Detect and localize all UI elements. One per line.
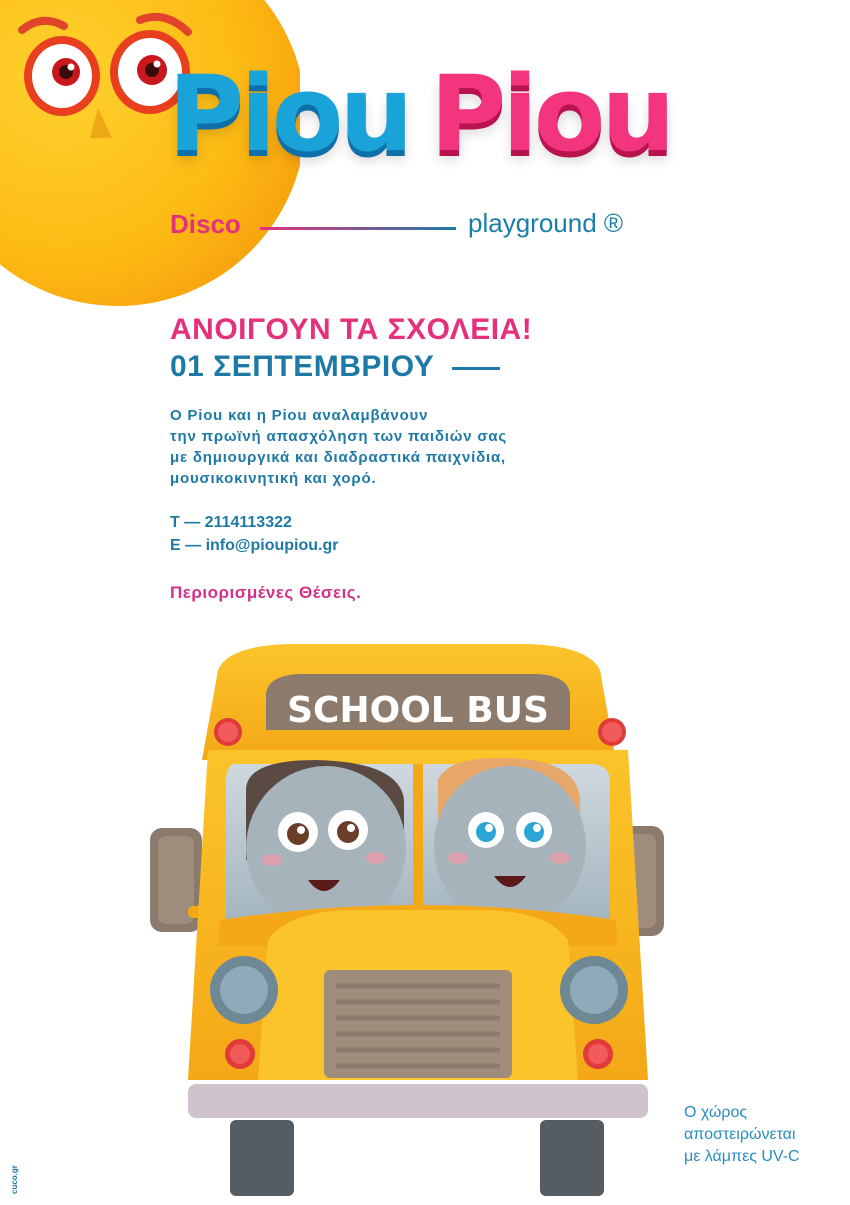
contact-block: [170, 511, 338, 557]
bus-sign-text: SCHOOL BUS: [287, 690, 549, 731]
contact-email[interactable]: E — info@pioupiou.gr: [170, 537, 339, 554]
uvc-note-line: με λάμπες UV-C: [684, 1148, 800, 1165]
school-bus: [148, 640, 668, 1200]
description-line: Ο Piou και η Piou αναλαμβάνουν: [170, 407, 429, 424]
headline-dash: [452, 367, 500, 370]
description-line: με δημιουργικά και διαδραστικά παιχνίδια,: [170, 449, 506, 466]
headline-line2: 01 ΣΕΠΤΕΜΒΡΙΟΥ: [170, 350, 435, 383]
description-line: την πρωϊνή απασχόληση των παιδιών σας: [170, 428, 508, 445]
uvc-note-line: αποστειρώνεται: [684, 1126, 796, 1143]
logo-word-pink: Piou: [430, 53, 672, 175]
logo-tag-playground: playground ®: [468, 208, 624, 238]
school-bus-illustration: [148, 640, 668, 1200]
logo-word-blue: Piou: [168, 53, 410, 175]
logo-gradient-line: [260, 227, 456, 230]
headline-line1: ΑΝΟΙΓΟΥΝ ΤΑ ΣΧΟΛΕΙΑ!: [170, 313, 533, 346]
uvc-note-line: Ο χώρος: [684, 1104, 748, 1121]
uvc-note: [684, 1102, 800, 1168]
limited-seats: Περιορισμένες Θέσεις.: [170, 583, 362, 602]
logo-tag-disco: Disco: [170, 209, 241, 239]
designer-credit: cuco.gr: [10, 1165, 19, 1194]
contact-phone[interactable]: T — 2114113322: [170, 514, 292, 531]
description: [170, 405, 507, 489]
description-line: μουσικοκινητική και χορό.: [170, 470, 377, 487]
